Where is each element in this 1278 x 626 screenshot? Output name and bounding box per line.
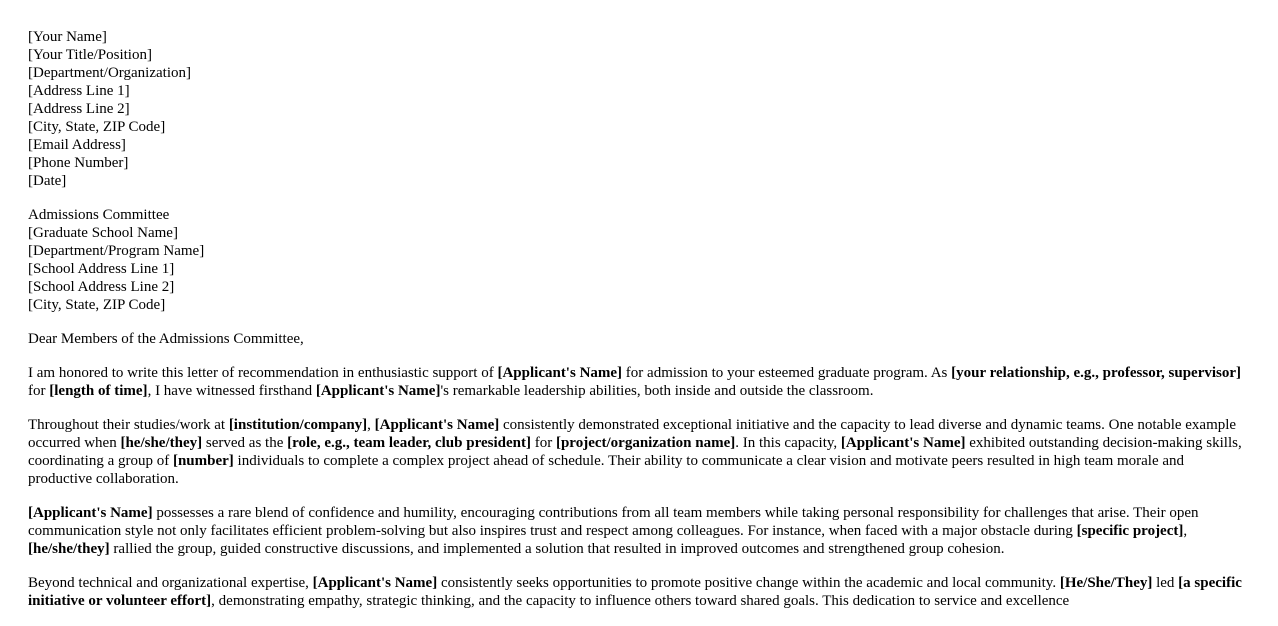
sender-title: [Your Title/Position] (28, 47, 152, 63)
p1-text: for admission to your esteemed graduate program. As (622, 365, 952, 381)
p1-placeholder: [Applicant's Name] (315, 383, 441, 399)
p1-text: I am honored to write this letter of recommendation in enthusiastic support of (28, 365, 498, 381)
p3-text: rallied the group, guided constructive discussions, and implemented a solution that resulted in improved outcomes and strengthened group cohesion. (109, 541, 1005, 557)
p1-placeholder: [Applicant's Name] (497, 365, 623, 381)
p3-placeholder: [he/she/they] (28, 541, 110, 557)
p4-text: led (1152, 575, 1179, 591)
sender-email: [Email Address] (28, 137, 126, 153)
p2-text: Throughout their studies/work at (28, 417, 229, 433)
p1-placeholder: [your relationship, e.g., professor, supervisor] (951, 365, 1242, 381)
recipient-block (28, 206, 1244, 314)
body-paragraph-1 (28, 364, 1244, 400)
p3-placeholder: [specific project] (1076, 523, 1184, 539)
p4-placeholder: [a specific initiative or volunteer effort] (28, 575, 1242, 609)
recipient-address-line-2: [School Address Line 2] (28, 279, 175, 295)
p4-text: consistently seeks opportunities to promote positive change within the academic and local community. (437, 575, 1060, 591)
p3-text: possesses a rare blend of confidence and humility, encouraging contributions from all team members while taking personal responsibility for challenges that arise. Their open communication style not only facilitates efficient problem-solving but also inspires trust and respect among colleagues. For instance, when faced with a major obstacle during (28, 505, 1199, 539)
sender-address-line-2: [Address Line 2] (28, 101, 130, 117)
p3-text: , (1183, 523, 1188, 539)
recipient-program: [Department/Program Name] (28, 243, 205, 259)
sender-city-state-zip: [City, State, ZIP Code] (28, 119, 166, 135)
sender-name: [Your Name] (28, 29, 107, 45)
p2-text: , (367, 417, 375, 433)
letter-date: [Date] (28, 173, 67, 189)
p4-placeholder: [Applicant's Name] (312, 575, 438, 591)
p3-placeholder: [Applicant's Name] (28, 505, 153, 521)
recipient-city-state-zip: [City, State, ZIP Code] (28, 297, 166, 313)
p4-placeholder: [He/She/They] (1059, 575, 1153, 591)
p2-placeholder: [Applicant's Name] (840, 435, 966, 451)
p4-text: , demonstrating empathy, strategic thinking, and the capacity to influence others toward shared goals. This dedication to service and excellence (211, 593, 1070, 609)
p2-placeholder: [Applicant's Name] (374, 417, 500, 433)
p1-text: , I have witnessed firsthand (147, 383, 316, 399)
p2-text: served as the (202, 435, 288, 451)
p2-placeholder: [project/organization name] (555, 435, 736, 451)
p2-placeholder: [institution/company] (228, 417, 368, 433)
p1-text: 's remarkable leadership abilities, both inside and outside the classroom. (440, 383, 874, 399)
p2-placeholder: [role, e.g., team leader, club president] (287, 435, 531, 451)
p2-text: for (530, 435, 556, 451)
p2-text: . In this capacity, (735, 435, 841, 451)
recipient-address-line-1: [School Address Line 1] (28, 261, 175, 277)
letter-document (28, 28, 1244, 626)
recipient-school: [Graduate School Name] (28, 225, 178, 241)
sender-department: [Department/Organization] (28, 65, 191, 81)
sender-block (28, 28, 1244, 190)
p1-placeholder: [length of time] (49, 383, 148, 399)
sender-address-line-1: [Address Line 1] (28, 83, 130, 99)
p2-text: exhibited outstanding decision-making skills, coordinating a group of (28, 435, 1242, 469)
sender-phone: [Phone Number] (28, 155, 129, 171)
salutation: Dear Members of the Admissions Committee, (28, 331, 304, 347)
recipient-committee: Admissions Committee (28, 207, 170, 223)
p2-text: individuals to complete a complex project ahead of schedule. Their ability to communicate a clear vision and motivate peers resulted in high team morale and productive collaboration. (28, 453, 1185, 487)
p1-text: for (28, 383, 50, 399)
body-paragraph-4 (28, 574, 1244, 610)
p2-placeholder: [number] (172, 453, 234, 469)
p2-placeholder: [he/she/they] (120, 435, 203, 451)
body-paragraph-2 (28, 416, 1244, 488)
p4-text: Beyond technical and organizational expertise, (28, 575, 313, 591)
body-paragraph-3 (28, 504, 1244, 558)
p2-text: consistently demonstrated exceptional initiative and the capacity to lead diverse and dynamic teams. One notable example occurred when (28, 417, 1237, 451)
